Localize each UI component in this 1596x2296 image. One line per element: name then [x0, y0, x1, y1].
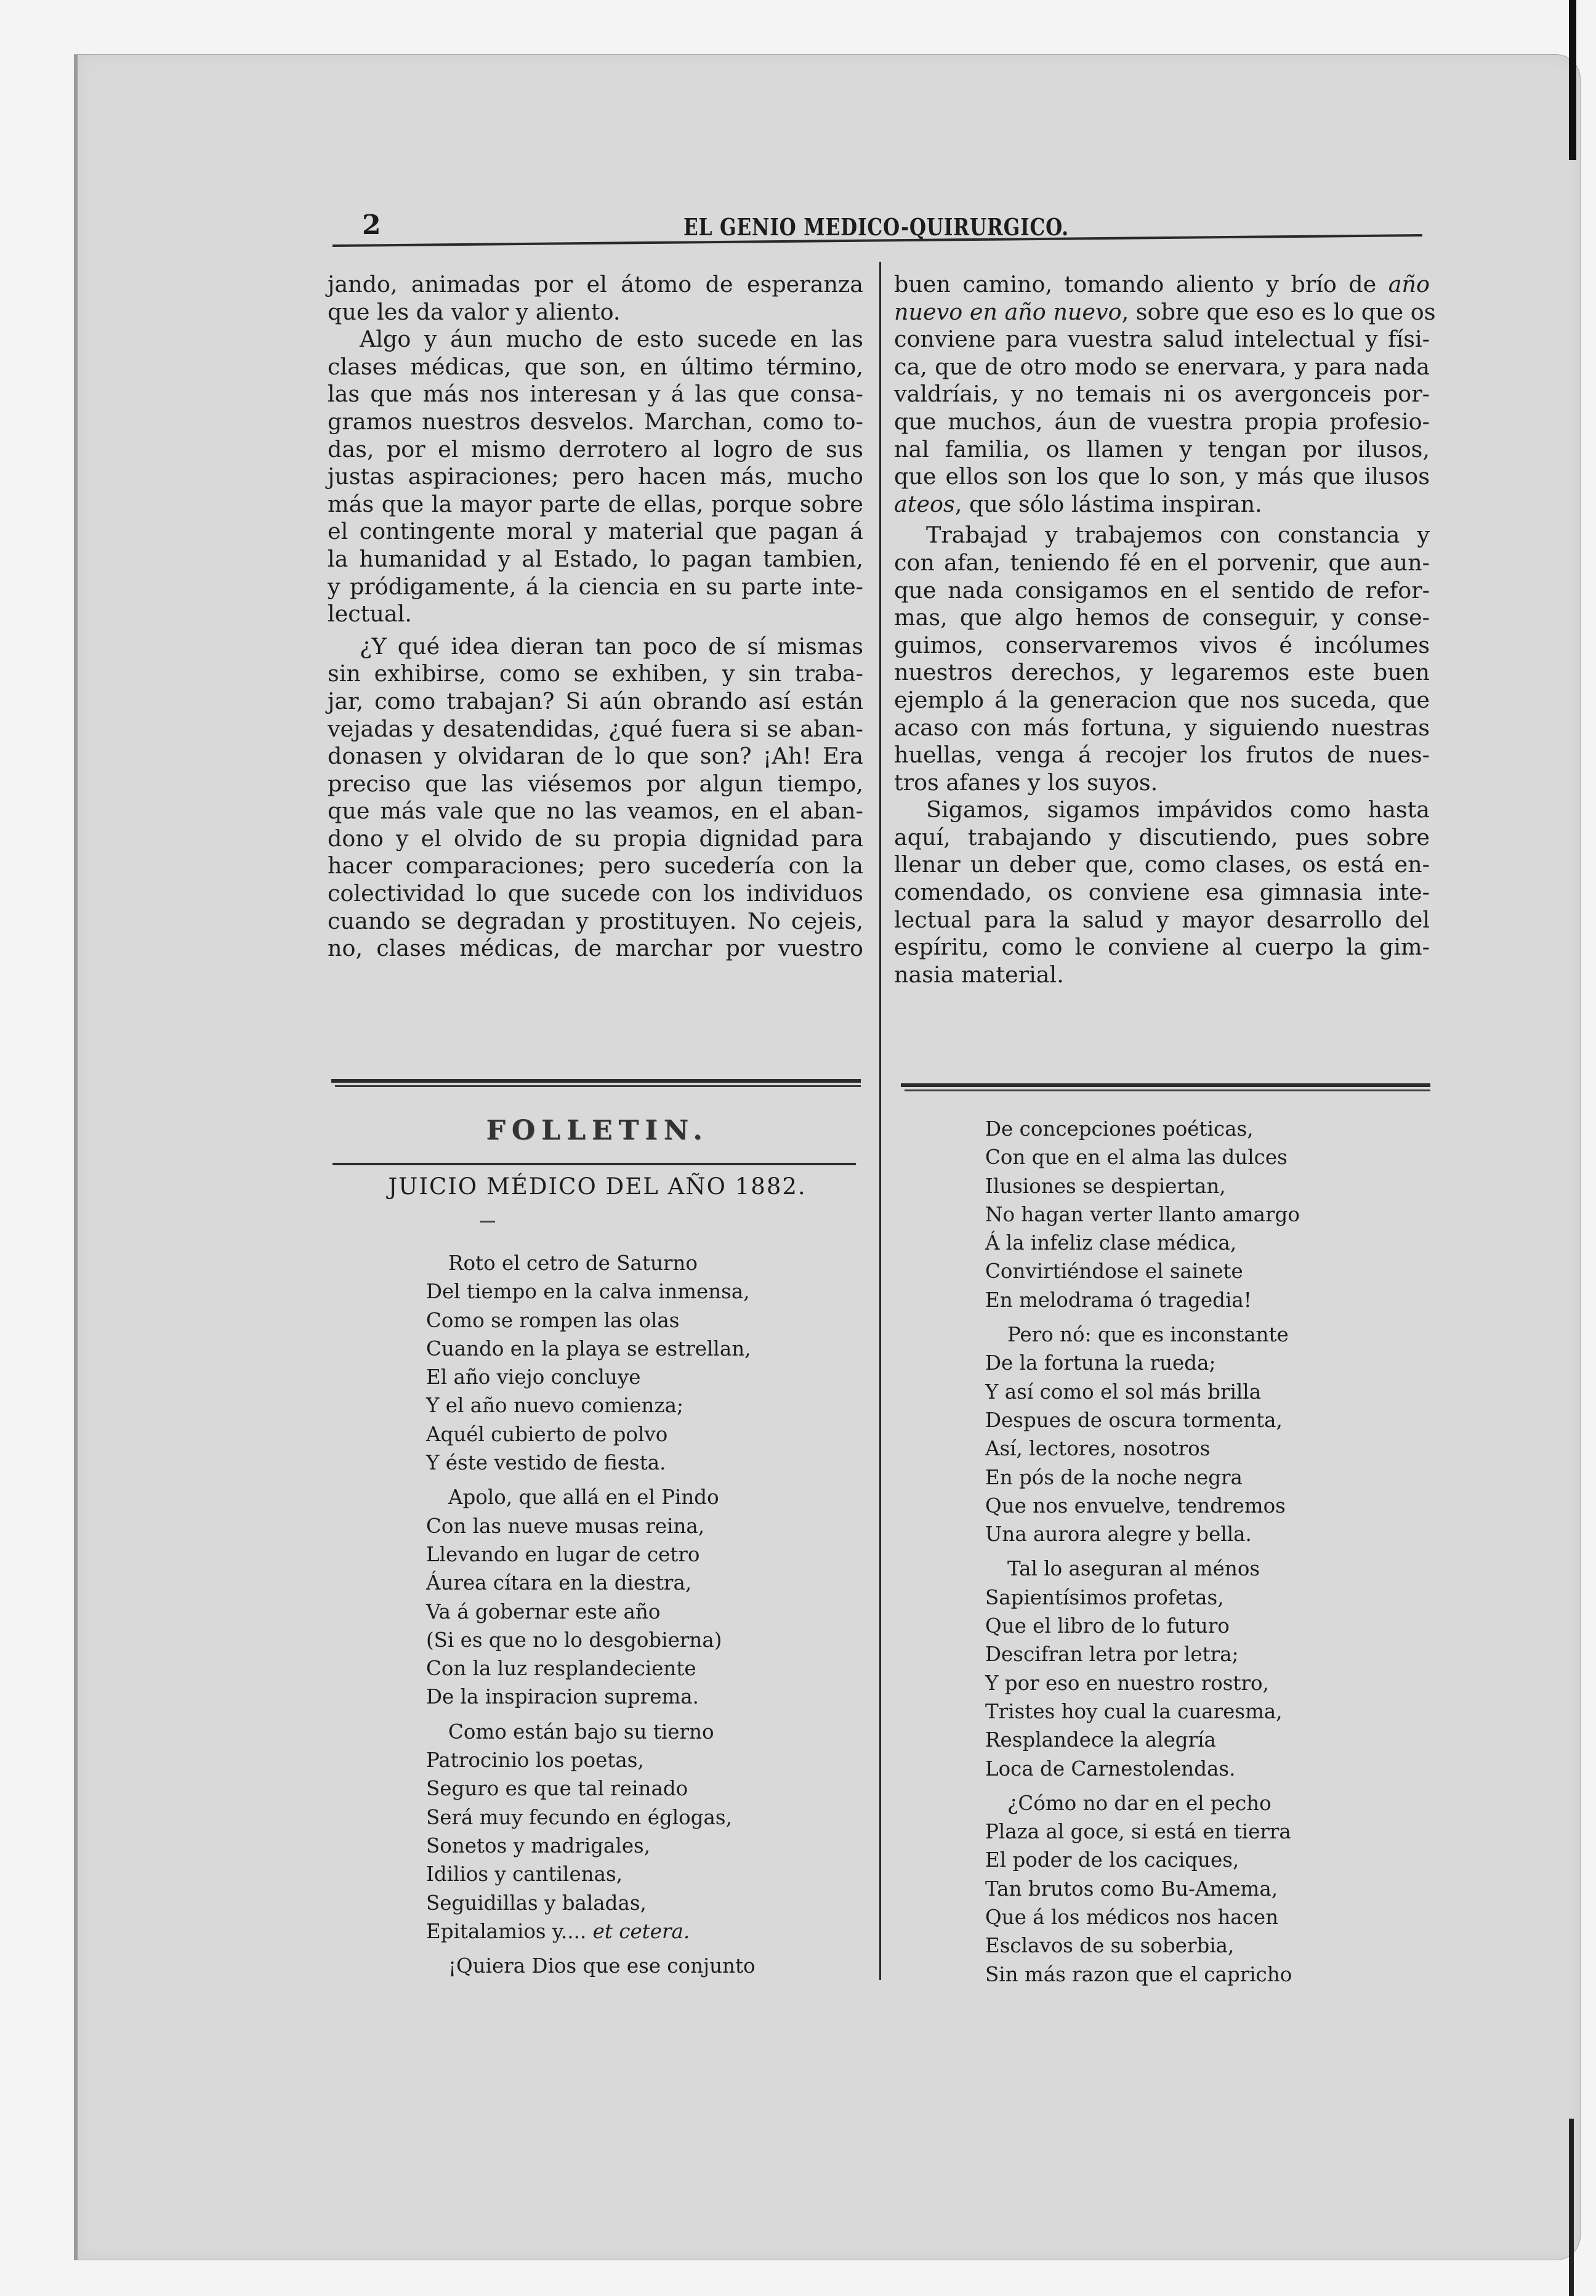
- paragraph: [894, 796, 1430, 988]
- verse-line: Descifran letra por letra;: [985, 1643, 1239, 1667]
- verse-line: Y así como el sol más brilla: [985, 1380, 1262, 1404]
- text-line: valdríais, y no temais ni os avergonceis por-: [894, 381, 1430, 408]
- verse-line: Tal lo aseguran al ménos: [1007, 1557, 1260, 1581]
- verse-line: Que nos envuelve, tendremos: [985, 1494, 1286, 1518]
- poem-right-column: [985, 1115, 1300, 1995]
- text-line: el contingente moral y material que pagan á: [328, 518, 863, 545]
- verse-line: Idilios y cantilenas,: [426, 1862, 623, 1886]
- verse-line: No hagan verter llanto amargo: [985, 1202, 1300, 1226]
- verse-line: Ilusiones se despiertan,: [985, 1174, 1226, 1198]
- verse-line: Esclavos de su soberbia,: [985, 1934, 1235, 1958]
- stanza: [426, 1483, 756, 1711]
- folletin-heading: FOLLETIN.: [486, 1115, 709, 1146]
- text-line: guimos, conservaremos vivos é incólumes: [894, 631, 1430, 658]
- verse-line: Que el libro de lo futuro: [985, 1614, 1230, 1638]
- text-line: [894, 491, 1430, 519]
- text-line: sin exhibirse, como se exhiben, y sin traba-: [328, 660, 863, 687]
- text-line: mas, que algo hemos de conseguir, y conse-: [894, 604, 1430, 631]
- text-line: tros afanes y los suyos.: [894, 769, 1158, 796]
- column-divider: [879, 262, 881, 1980]
- italic-text: nuevo en año nuevo: [894, 298, 1122, 325]
- verse-line: Con las nueve musas reina,: [426, 1514, 705, 1538]
- text-line: vejadas y desatendidas, ¿qué fuera si se aban-: [328, 715, 863, 742]
- stanza: [985, 1789, 1300, 1989]
- text-line: comendado, os conviene esa gimnasia inte-: [894, 879, 1430, 906]
- text-line: colectividad lo que sucede con los individuos: [328, 880, 863, 907]
- verse-line: Loca de Carnestolendas.: [985, 1756, 1236, 1781]
- verse-line: Tristes hoy cual la cuaresma,: [985, 1699, 1283, 1723]
- text-line: la humanidad y al Estado, lo pagan tambien,: [328, 545, 863, 572]
- verse-line: Una aurora alegre y bella.: [985, 1522, 1252, 1546]
- article-right-column: [894, 271, 1436, 988]
- verse-line: [426, 1917, 756, 1946]
- paragraph: [328, 326, 863, 628]
- text-line: llenar un deber que, como clases, os está en-: [894, 851, 1430, 878]
- text-line: con afan, teniendo fé en el porvenir, que aun-: [894, 549, 1430, 576]
- text-line: [894, 271, 1430, 299]
- verse-line: El año viejo concluye: [426, 1365, 641, 1389]
- verse-line: Á la infeliz clase médica,: [985, 1231, 1237, 1255]
- stanza: [985, 1320, 1300, 1548]
- text-line: ¿Y qué idea dieran tan poco de sí mismas: [360, 633, 863, 660]
- verse-line: Tan brutos como Bu-Amema,: [985, 1877, 1278, 1901]
- text-line: ca, que de otro modo se enervara, y para nada: [894, 353, 1430, 380]
- verse-line: ¿Cómo no dar en el pecho: [1007, 1791, 1272, 1815]
- section-double-rule: [331, 1079, 861, 1088]
- verse-line: ¡Quiera Dios que ese conjunto: [448, 1954, 756, 1978]
- verse-line: Seguro es que tal reinado: [426, 1777, 688, 1801]
- verse-line: Sin más razon que el capricho: [985, 1962, 1292, 1986]
- text-line: justas aspiraciones; pero hacen más, mucho: [328, 463, 863, 490]
- text-line: nasia material.: [894, 961, 1064, 988]
- text-line: que muchos, áun de vuestra propia profesio-: [894, 408, 1430, 435]
- text-line: no, clases médicas, de marchar por vuestro: [328, 935, 863, 962]
- verse-line: Que á los médicos nos hacen: [985, 1906, 1279, 1930]
- stanza: [985, 1554, 1300, 1782]
- verse-line: Y el año nuevo comienza;: [426, 1394, 683, 1418]
- verse-line: Con la luz resplandeciente: [426, 1657, 696, 1681]
- journal-title: EL GENIO MEDICO-QUIRURGICO.: [683, 213, 1069, 241]
- text-line: acaso con más fortuna, y siguiendo nuestras: [894, 714, 1430, 741]
- verse-line: Convirtiéndose el sainete: [985, 1259, 1243, 1283]
- title-dash: [480, 1221, 495, 1223]
- paragraph: [328, 633, 863, 963]
- text-line: que ellos son los que lo son, y más que ilusos: [894, 463, 1430, 490]
- verse-line: Áurea cítara en la diestra,: [426, 1571, 692, 1595]
- verse-line: Y por eso en nuestro rostro,: [985, 1671, 1269, 1695]
- text-line: gramos nuestros desvelos. Marchan, como to-: [328, 408, 863, 435]
- text-run: , que sólo lástima inspiran.: [954, 490, 1262, 517]
- paragraph: [894, 271, 1436, 518]
- verse-line: Seguidillas y baladas,: [426, 1891, 647, 1915]
- verse-line: Resplandece la alegría: [985, 1728, 1216, 1752]
- stanza: [985, 1115, 1300, 1314]
- text-line: conviene para vuestra salud intelectual y físi-: [894, 326, 1430, 353]
- text-line: que nada consigamos en el sentido de refor-: [894, 576, 1430, 604]
- poem-left-column: [426, 1249, 756, 1986]
- stanza: [426, 1718, 756, 1946]
- text-line: Algo y áun mucho de esto sucede en las: [360, 326, 863, 353]
- italic-text: et cetera.: [592, 1919, 690, 1943]
- scan-edge-mark: [1569, 0, 1576, 160]
- stanza: [426, 1249, 756, 1477]
- text-line: lectual para la salud y mayor desarrollo del: [894, 906, 1430, 933]
- verse-line: En melodrama ó tragedia!: [985, 1288, 1252, 1312]
- text-line: espíritu, como le conviene al cuerpo la gim-: [894, 934, 1430, 961]
- text-line: preciso que las viésemos por algun tiempo,: [328, 770, 863, 797]
- text-line: más que la mayor parte de ellas, porque sobre: [328, 490, 863, 517]
- verse-line: Llevando en lugar de cetro: [426, 1542, 700, 1566]
- text-line: nal familia, os llamen y tengan por ilusos,: [894, 435, 1430, 463]
- text-line: hacer comparaciones; pero sucedería con la: [328, 852, 863, 879]
- text-line: huellas, venga á recojer los frutos de nues-: [894, 742, 1430, 769]
- text-line: aquí, trabajando y discutiendo, pues sobre: [894, 823, 1430, 851]
- italic-text: año: [1388, 271, 1430, 297]
- text-line: lectual.: [328, 600, 412, 628]
- verse-line: De concepciones poéticas,: [985, 1117, 1254, 1141]
- text-line: y pródigamente, á la ciencia en su parte inte-: [328, 573, 863, 600]
- text-run: , sobre que eso es lo que os: [1121, 298, 1436, 325]
- verse-line: Con que en el alma las dulces: [985, 1146, 1288, 1170]
- text-line: cuando se degradan y prostituyen. No cejeis,: [328, 907, 863, 934]
- verse-line: Como se rompen las olas: [426, 1308, 680, 1332]
- folletin-rule: [332, 1163, 856, 1165]
- stanza: [426, 1952, 756, 1980]
- text-line: jar, como trabajan? Si aún obrando así están: [328, 687, 863, 714]
- scan-edge-mark-bottom: [1569, 2119, 1574, 2296]
- text-line: que les da valor y aliento.: [328, 298, 621, 325]
- text-line: [894, 298, 1436, 326]
- verse-line: De la inspiracion suprema.: [426, 1685, 699, 1709]
- text-run: Epitalamios y....: [426, 1919, 593, 1943]
- page-number: 2: [362, 209, 381, 241]
- verse-line: Aquél cubierto de polvo: [426, 1422, 668, 1446]
- text-line: que más vale que no las veamos, en el aban-: [328, 798, 863, 825]
- text-line: Sigamos, sigamos impávidos como hasta: [926, 796, 1430, 823]
- text-run: buen camino, tomando aliento y brío de: [894, 271, 1388, 297]
- text-line: dono y el olvido de su propia dignidad para: [328, 825, 863, 852]
- text-line: jando, animadas por el átomo de esperanza: [328, 271, 863, 297]
- section-double-rule: [901, 1083, 1430, 1092]
- verse-line: De la fortuna la rueda;: [985, 1351, 1216, 1375]
- verse-line: Plaza al goce, si está en tierra: [985, 1820, 1291, 1844]
- verse-line: Y éste vestido de fiesta.: [426, 1451, 666, 1475]
- verse-line: Despues de oscura tormenta,: [985, 1408, 1283, 1432]
- verse-line: Patrocinio los poetas,: [426, 1748, 644, 1773]
- paragraph: [328, 271, 863, 326]
- article-left-column: [328, 271, 863, 963]
- verse-line: (Si es que no lo desgobierna): [426, 1628, 722, 1652]
- text-line: Trabajad y trabajemos con constancia y: [926, 522, 1430, 549]
- text-line: donasen y olvidaran de lo que son? ¡Ah! Era: [328, 743, 863, 770]
- verse-line: Apolo, que allá en el Pindo: [448, 1486, 719, 1510]
- text-line: nuestros derechos, y legaremos este buen: [894, 659, 1430, 686]
- text-line: das, por el mismo derrotero al logro de sus: [328, 435, 863, 463]
- paragraph: [894, 522, 1430, 796]
- verse-line: El poder de los caciques,: [985, 1848, 1239, 1872]
- verse-line: Va á gobernar este año: [426, 1599, 661, 1623]
- verse-line: En pós de la noche negra: [985, 1465, 1243, 1489]
- verse-line: Roto el cetro de Saturno: [448, 1251, 698, 1275]
- verse-line: Sapientísimos profetas,: [985, 1585, 1224, 1609]
- poem-title: JUICIO MÉDICO DEL AÑO 1882.: [388, 1173, 807, 1200]
- verse-line: Sonetos y madrigales,: [426, 1833, 651, 1857]
- verse-line: Del tiempo en la calva inmensa,: [426, 1280, 750, 1304]
- verse-line: Cuando en la playa se estrellan,: [426, 1336, 751, 1360]
- text-line: las que más nos interesan y á las que consa-: [328, 381, 863, 408]
- text-line: ejemplo á la generacion que nos suceda, que: [894, 686, 1430, 713]
- text-line: clases médicas, que son, en último término,: [328, 353, 863, 380]
- italic-text: ateos: [894, 490, 955, 517]
- verse-line: Como están bajo su tierno: [448, 1720, 714, 1744]
- verse-line: Así, lectores, nosotros: [985, 1437, 1211, 1461]
- verse-line: Será muy fecundo en églogas,: [426, 1805, 732, 1829]
- verse-line: Pero nó: que es inconstante: [1007, 1323, 1289, 1347]
